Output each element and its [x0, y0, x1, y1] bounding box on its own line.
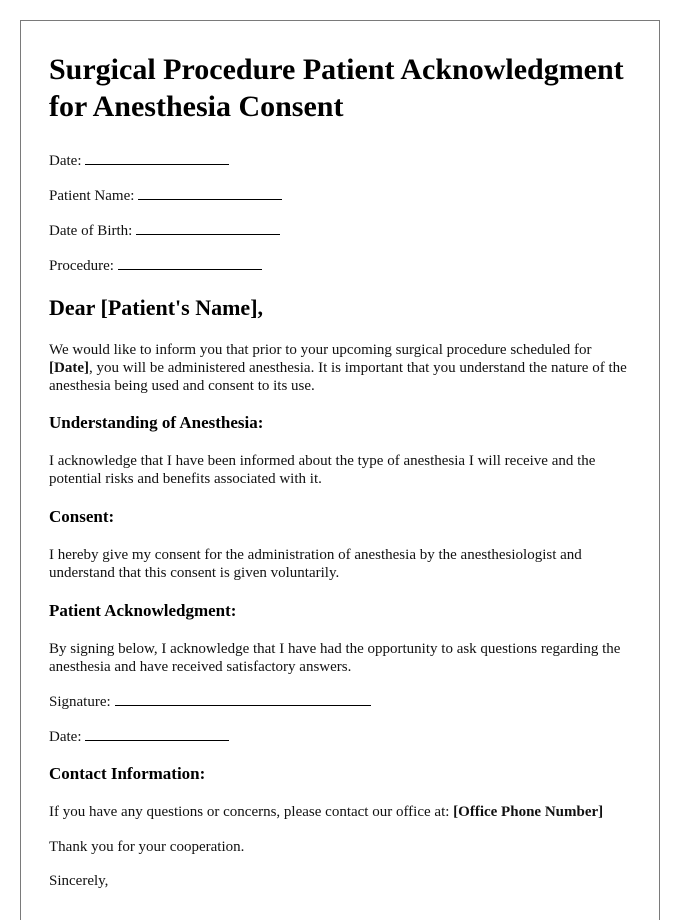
intro-text-2: , you will be administered anesthesia. It is important that you understand the nature of the anesthesia being used and consent to its use. [49, 360, 627, 394]
acknowledgment-heading: Patient Acknowledgment: [49, 601, 237, 620]
date-blank-line[interactable] [85, 151, 229, 165]
dob-label: Date of Birth: [49, 223, 133, 239]
procedure-blank-line[interactable] [118, 256, 262, 270]
document-content [49, 51, 637, 890]
intro-date-placeholder: [Date] [49, 360, 89, 376]
closing-text: Sincerely, [49, 873, 109, 889]
acknowledgment-body: By signing below, I acknowledge that I have had the opportunity to ask questions regarding the anesthesia and have received satisfactory answers. [49, 641, 621, 675]
intro-text-1: We would like to inform you that prior to your upcoming surgical procedure scheduled for [49, 342, 592, 358]
understanding-body: I acknowledge that I have been informed about the type of anesthesia I will receive and the potential risks and benefits associated with it. [49, 453, 596, 487]
office-phone-placeholder: [Office Phone Number] [453, 804, 604, 820]
date-label: Date: [49, 153, 82, 169]
consent-body: I hereby give my consent for the administration of anesthesia by the anesthesiologist and understand that this consent is given voluntarily. [49, 547, 582, 581]
dob-field [49, 221, 637, 240]
signature-date-blank-line[interactable] [85, 727, 229, 741]
signature-date-field [49, 727, 637, 746]
thanks-text: Thank you for your cooperation. [49, 839, 245, 855]
patient-name-field [49, 186, 637, 205]
signature-blank-line[interactable] [115, 692, 371, 706]
date-field [49, 151, 637, 170]
signature-label: Signature: [49, 694, 111, 710]
procedure-label: Procedure: [49, 258, 114, 274]
understanding-heading: Understanding of Anesthesia: [49, 413, 264, 432]
signature-date-label: Date: [49, 729, 82, 745]
intro-paragraph [49, 341, 637, 395]
document-title: Surgical Procedure Patient Acknowledgment for Anesthesia Consent [49, 53, 624, 123]
document-page [20, 20, 660, 920]
contact-body [49, 803, 637, 821]
contact-text: If you have any questions or concerns, please contact our office at: [49, 804, 454, 820]
procedure-field [49, 256, 637, 275]
patient-name-label: Patient Name: [49, 188, 135, 204]
salutation: Dear [Patient's Name], [49, 295, 264, 320]
consent-heading: Consent: [49, 507, 115, 526]
signature-field [49, 692, 637, 711]
dob-blank-line[interactable] [136, 221, 280, 235]
contact-heading: Contact Information: [49, 764, 206, 783]
patient-name-blank-line[interactable] [138, 186, 282, 200]
